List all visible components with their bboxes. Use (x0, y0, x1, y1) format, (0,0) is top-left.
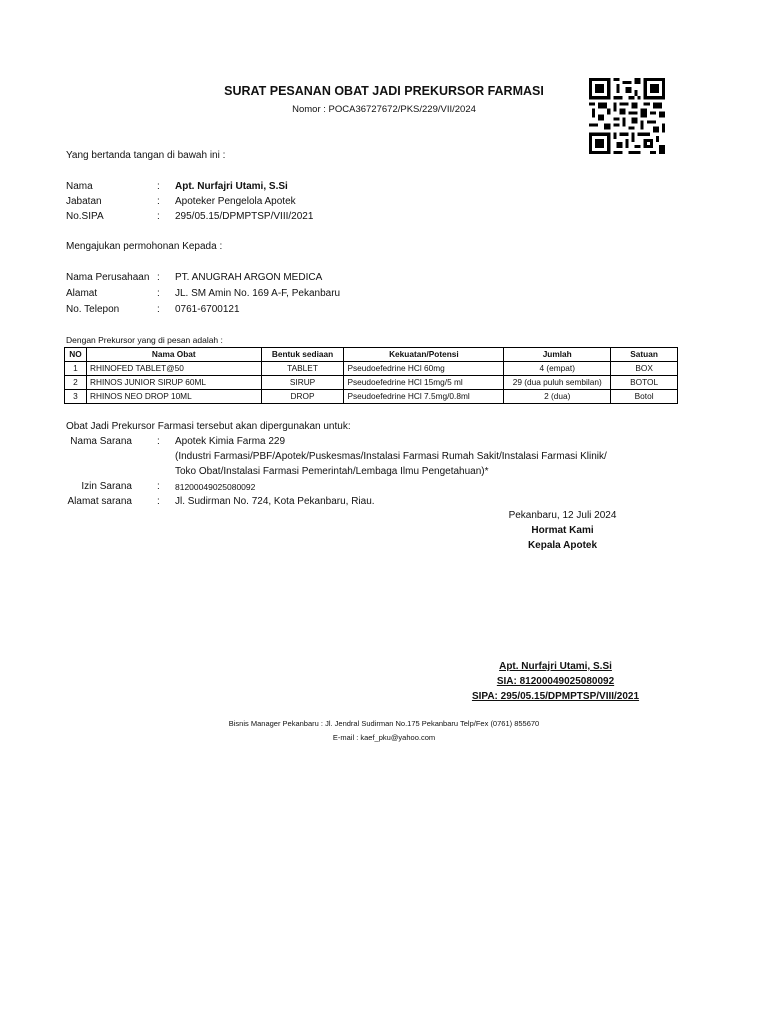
signature-sia: SIA: 81200049025080092 (496, 676, 615, 687)
table-cell: 4 (empat) (504, 362, 611, 376)
colon: : (157, 436, 160, 447)
signer-name-label: Nama (66, 181, 93, 192)
table-row (65, 376, 678, 390)
signer-name-value: Apt. Nurfajri Utami, S.Si (175, 181, 288, 192)
facility-address-label: Alamat sarana (67, 496, 132, 507)
signature-name: Apt. Nurfajri Utami, S.Si (499, 661, 612, 672)
table-row (65, 390, 678, 404)
facility-type-note: Toko Obat/Instalasi Farmasi Pemerintah/Lembaga Ilmu Pengetahuan)* (175, 466, 489, 477)
column-header: Satuan (611, 348, 678, 362)
signer-title: Kepala Apotek (527, 540, 598, 551)
facility-address-value: Jl. Sudirman No. 724, Kota Pekanbaru, Riau. (175, 496, 375, 507)
table-cell: TABLET (261, 362, 344, 376)
column-header: Bentuk sediaan (261, 348, 344, 362)
qr-code-icon (589, 78, 665, 154)
supplier-company-value: PT. ANUGRAH ARGON MEDICA (175, 272, 323, 283)
supplier-company-label: Nama Perusahaan (66, 272, 150, 283)
column-header: NO (65, 348, 87, 362)
table-cell: BOTOL (611, 376, 678, 390)
place-date: Pekanbaru, 12 Juli 2024 (508, 510, 617, 521)
facility-name-label: Nama Sarana (70, 436, 132, 447)
colon: : (157, 211, 160, 222)
table-cell: Botol (611, 390, 678, 404)
facility-permit-label: Izin Sarana (81, 481, 132, 492)
table-cell: SIRUP (261, 376, 344, 390)
drug-order-table (64, 347, 678, 404)
table-cell: 2 (65, 376, 87, 390)
table-intro-text: Dengan Prekursor yang di pesan adalah : (66, 335, 223, 345)
signer-sipa-value: 295/05.15/DPMPTSP/VIII/2021 (175, 211, 314, 222)
signature-sipa: SIPA: 295/05.15/DPMPTSP/VIII/2021 (471, 691, 640, 702)
table-cell: BOX (611, 362, 678, 376)
usage-intro-text: Obat Jadi Prekursor Farmasi tersebut akan dipergunakan untuk: (66, 421, 351, 432)
facility-permit-value: 81200049025080092 (175, 482, 256, 492)
table-row (65, 362, 678, 376)
facility-name-value: Apotek Kimia Farma 229 (175, 436, 286, 447)
table-cell: 1 (65, 362, 87, 376)
table-cell: Pseudoefedrine HCl 7.5mg/0.8ml (344, 390, 504, 404)
supplier-phone-value: 0761-6700121 (175, 304, 240, 315)
intro-text: Yang bertanda tangan di bawah ini : (66, 150, 226, 161)
table-cell: DROP (261, 390, 344, 404)
table-cell: RHINOS JUNIOR SIRUP 60ML (86, 376, 261, 390)
footer-address: Bisnis Manager Pekanbaru : Jl. Jendral Sudirman No.175 Pekanbaru Telp/Fex (0761) 855670 (228, 719, 540, 728)
footer-email: E-mail : kaef_pku@yahoo.com (332, 733, 436, 742)
table-cell: 2 (dua) (504, 390, 611, 404)
colon: : (157, 272, 160, 283)
table-cell: RHINOS NEO DROP 10ML (86, 390, 261, 404)
closing-greeting: Hormat Kami (531, 525, 594, 536)
table-cell: Pseudoefedrine HCl 60mg (344, 362, 504, 376)
signer-position-label: Jabatan (66, 196, 102, 207)
table-cell: Pseudoefedrine HCl 15mg/5 ml (344, 376, 504, 390)
supplier-address-value: JL. SM Amin No. 169 A-F, Pekanbaru (175, 288, 341, 299)
document-number: Nomor : POCA36727672/PKS/229/VII/2024 (292, 104, 476, 115)
table-cell: 3 (65, 390, 87, 404)
column-header: Nama Obat (86, 348, 261, 362)
colon: : (157, 304, 160, 315)
colon: : (157, 181, 160, 192)
document-title: SURAT PESANAN OBAT JADI PREKURSOR FARMASI (224, 84, 544, 98)
colon: : (157, 496, 160, 507)
column-header: Kekuatan/Potensi (344, 348, 504, 362)
colon: : (157, 481, 160, 492)
signer-sipa-label: No.SIPA (66, 211, 104, 222)
signer-position-value: Apoteker Pengelola Apotek (175, 196, 296, 207)
facility-type-note: (Industri Farmasi/PBF/Apotek/Puskesmas/Instalasi Farmasi Rumah Sakit/Instalasi Farmasi Klinik/ (175, 451, 607, 462)
table-cell: RHINOFED TABLET@50 (86, 362, 261, 376)
supplier-address-label: Alamat (66, 288, 98, 299)
colon: : (157, 288, 160, 299)
column-header: Jumlah (504, 348, 611, 362)
supplier-phone-label: No. Telepon (66, 304, 120, 315)
table-cell: 29 (dua puluh sembilan) (504, 376, 611, 390)
table-header-row (65, 348, 678, 362)
request-intro-text: Mengajukan permohonan Kepada : (66, 241, 223, 252)
colon: : (157, 196, 160, 207)
